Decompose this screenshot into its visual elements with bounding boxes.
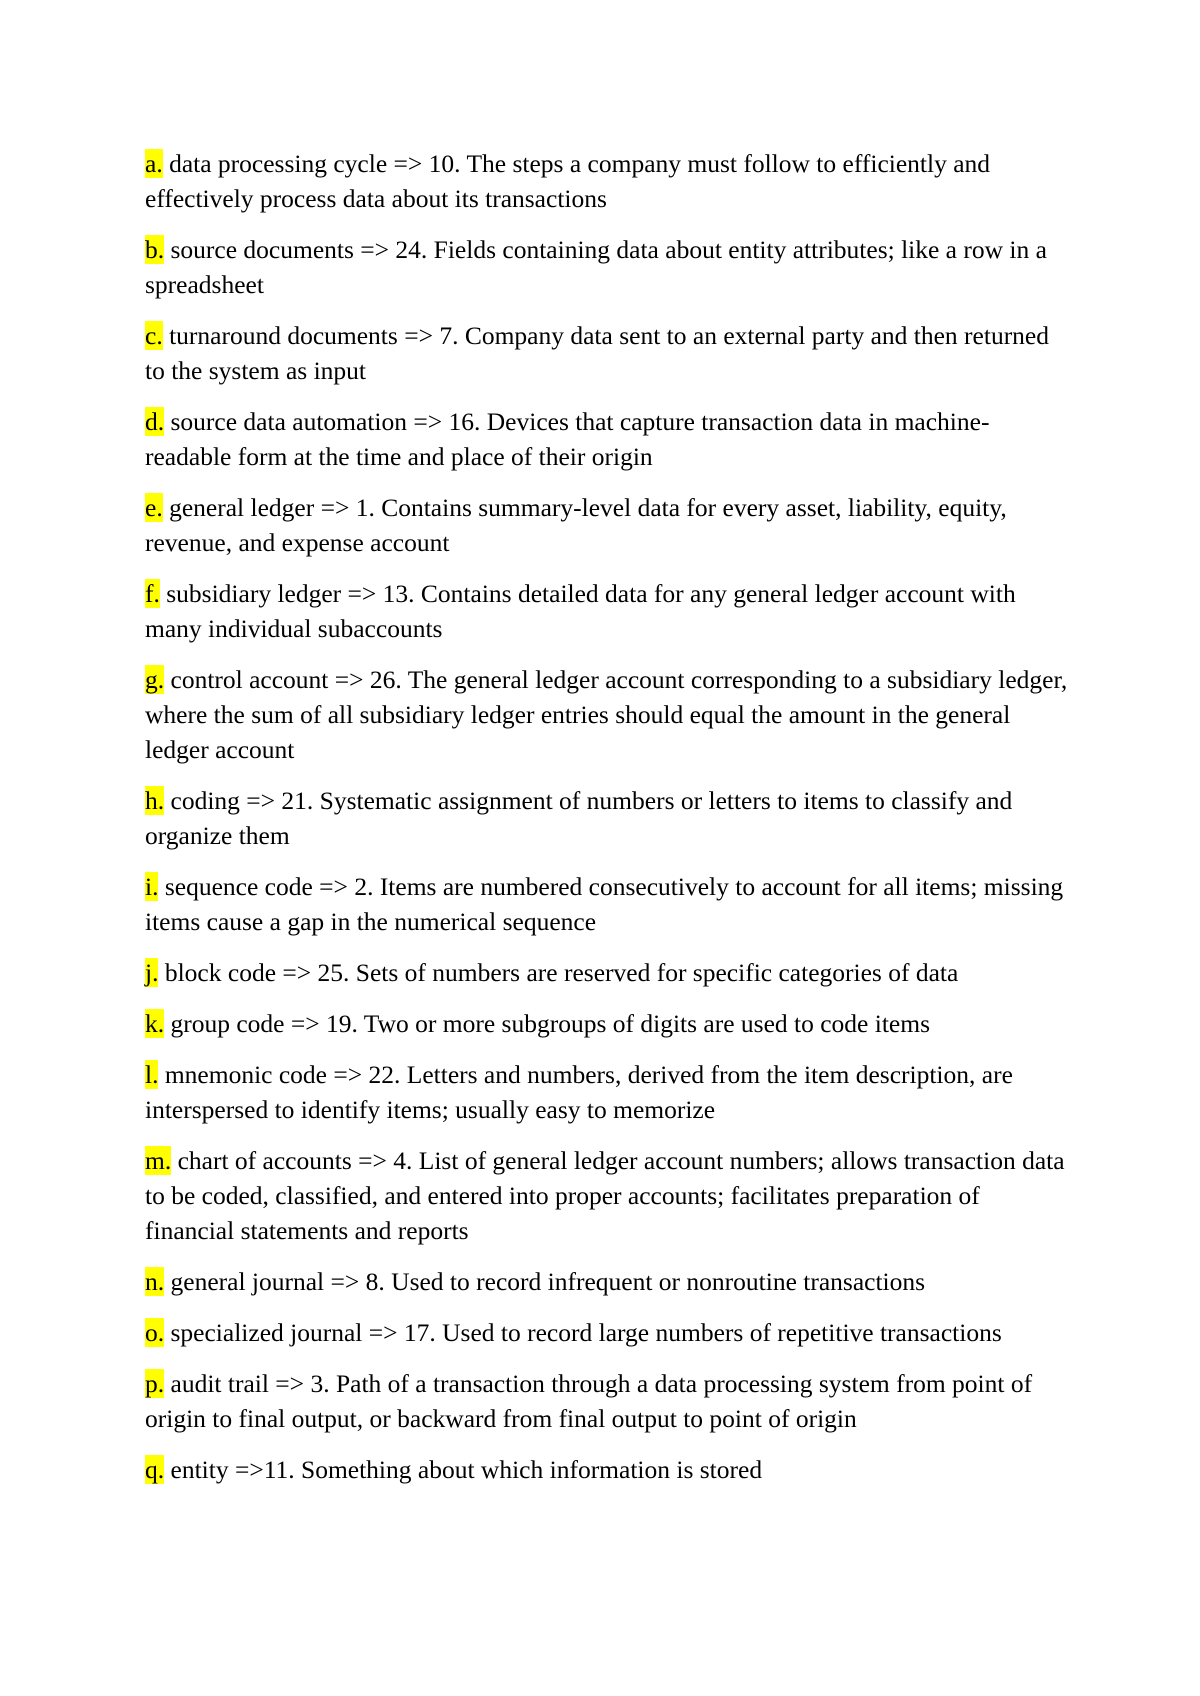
item-text: entity =>11. Something about which information is stored: [164, 1455, 763, 1484]
item-letter: d.: [145, 407, 165, 436]
item-text: general ledger => 1. Contains summary-level data for every asset, liability, equity, revenue, and expense account: [145, 493, 1007, 557]
list-item: [145, 783, 1075, 853]
item-text: block code => 25. Sets of numbers are reserved for specific categories of data: [158, 958, 959, 987]
list-item: [145, 1315, 1075, 1350]
list-item: [145, 404, 1075, 474]
item-text: data processing cycle => 10. The steps a company must follow to efficiently and effectively process data about its transactions: [145, 149, 991, 213]
list-item: [145, 232, 1075, 302]
item-letter: o.: [145, 1318, 165, 1347]
item-text: turnaround documents => 7. Company data sent to an external party and then returned to the system as input: [145, 321, 1050, 385]
item-text: source documents => 24. Fields containing data about entity attributes; like a row in a spreadsheet: [145, 235, 1047, 299]
item-letter: k.: [145, 1009, 165, 1038]
item-letter: h.: [145, 786, 165, 815]
item-letter: c.: [145, 321, 163, 350]
item-text: group code => 19. Two or more subgroups of digits are used to code items: [164, 1009, 930, 1038]
item-letter: f.: [145, 579, 160, 608]
list-item: [145, 318, 1075, 388]
list-item: [145, 869, 1075, 939]
list-item: [145, 1264, 1075, 1299]
item-letter: n.: [145, 1267, 165, 1296]
item-text: subsidiary ledger => 13. Contains detailed data for any general ledger account with many individual subaccounts: [145, 579, 1016, 643]
item-text: general journal => 8. Used to record infrequent or nonroutine transactions: [164, 1267, 926, 1296]
item-text: source data automation => 16. Devices that capture transaction data in machine-readable form at the time and place of their origin: [145, 407, 990, 471]
item-letter: a.: [145, 149, 163, 178]
list-item: [145, 576, 1075, 646]
list-item: [145, 955, 1075, 990]
item-letter: l.: [145, 1060, 159, 1089]
item-text: mnemonic code => 22. Letters and numbers, derived from the item description, are interspersed to identify items; usually easy to memorize: [145, 1060, 1013, 1124]
item-letter: e.: [145, 493, 163, 522]
list-item: [145, 1452, 1075, 1487]
list-item: [145, 1143, 1075, 1248]
item-letter: p.: [145, 1369, 165, 1398]
list-item: [145, 1057, 1075, 1127]
matching-list: [145, 146, 1075, 1503]
list-item: [145, 1366, 1075, 1436]
list-item: [145, 662, 1075, 767]
list-item: [145, 490, 1075, 560]
item-text: sequence code => 2. Items are numbered consecutively to account for all items; missing items cause a gap in the numerical sequence: [145, 872, 1064, 936]
item-letter: g.: [145, 665, 165, 694]
item-text: audit trail => 3. Path of a transaction through a data processing system from point of origin to final output, or backward from final output to point of origin: [145, 1369, 1033, 1433]
item-letter: j.: [145, 958, 159, 987]
list-item: [145, 146, 1075, 216]
item-text: coding => 21. Systematic assignment of numbers or letters to items to classify and organize them: [145, 786, 1013, 850]
item-text: specialized journal => 17. Used to record large numbers of repetitive transactions: [164, 1318, 1002, 1347]
list-item: [145, 1006, 1075, 1041]
item-letter: b.: [145, 235, 165, 264]
item-letter: q.: [145, 1455, 165, 1484]
item-letter: i.: [145, 872, 159, 901]
item-text: chart of accounts => 4. List of general ledger account numbers; allows transaction data to be coded, classified, and entered into proper accounts; facilitates preparation of financial statements and reports: [145, 1146, 1065, 1245]
item-text: control account => 26. The general ledger account corresponding to a subsidiary ledger, where the sum of all subsidiary ledger entries should equal the amount in the general ledger account: [145, 665, 1068, 764]
item-letter: m.: [145, 1146, 172, 1175]
